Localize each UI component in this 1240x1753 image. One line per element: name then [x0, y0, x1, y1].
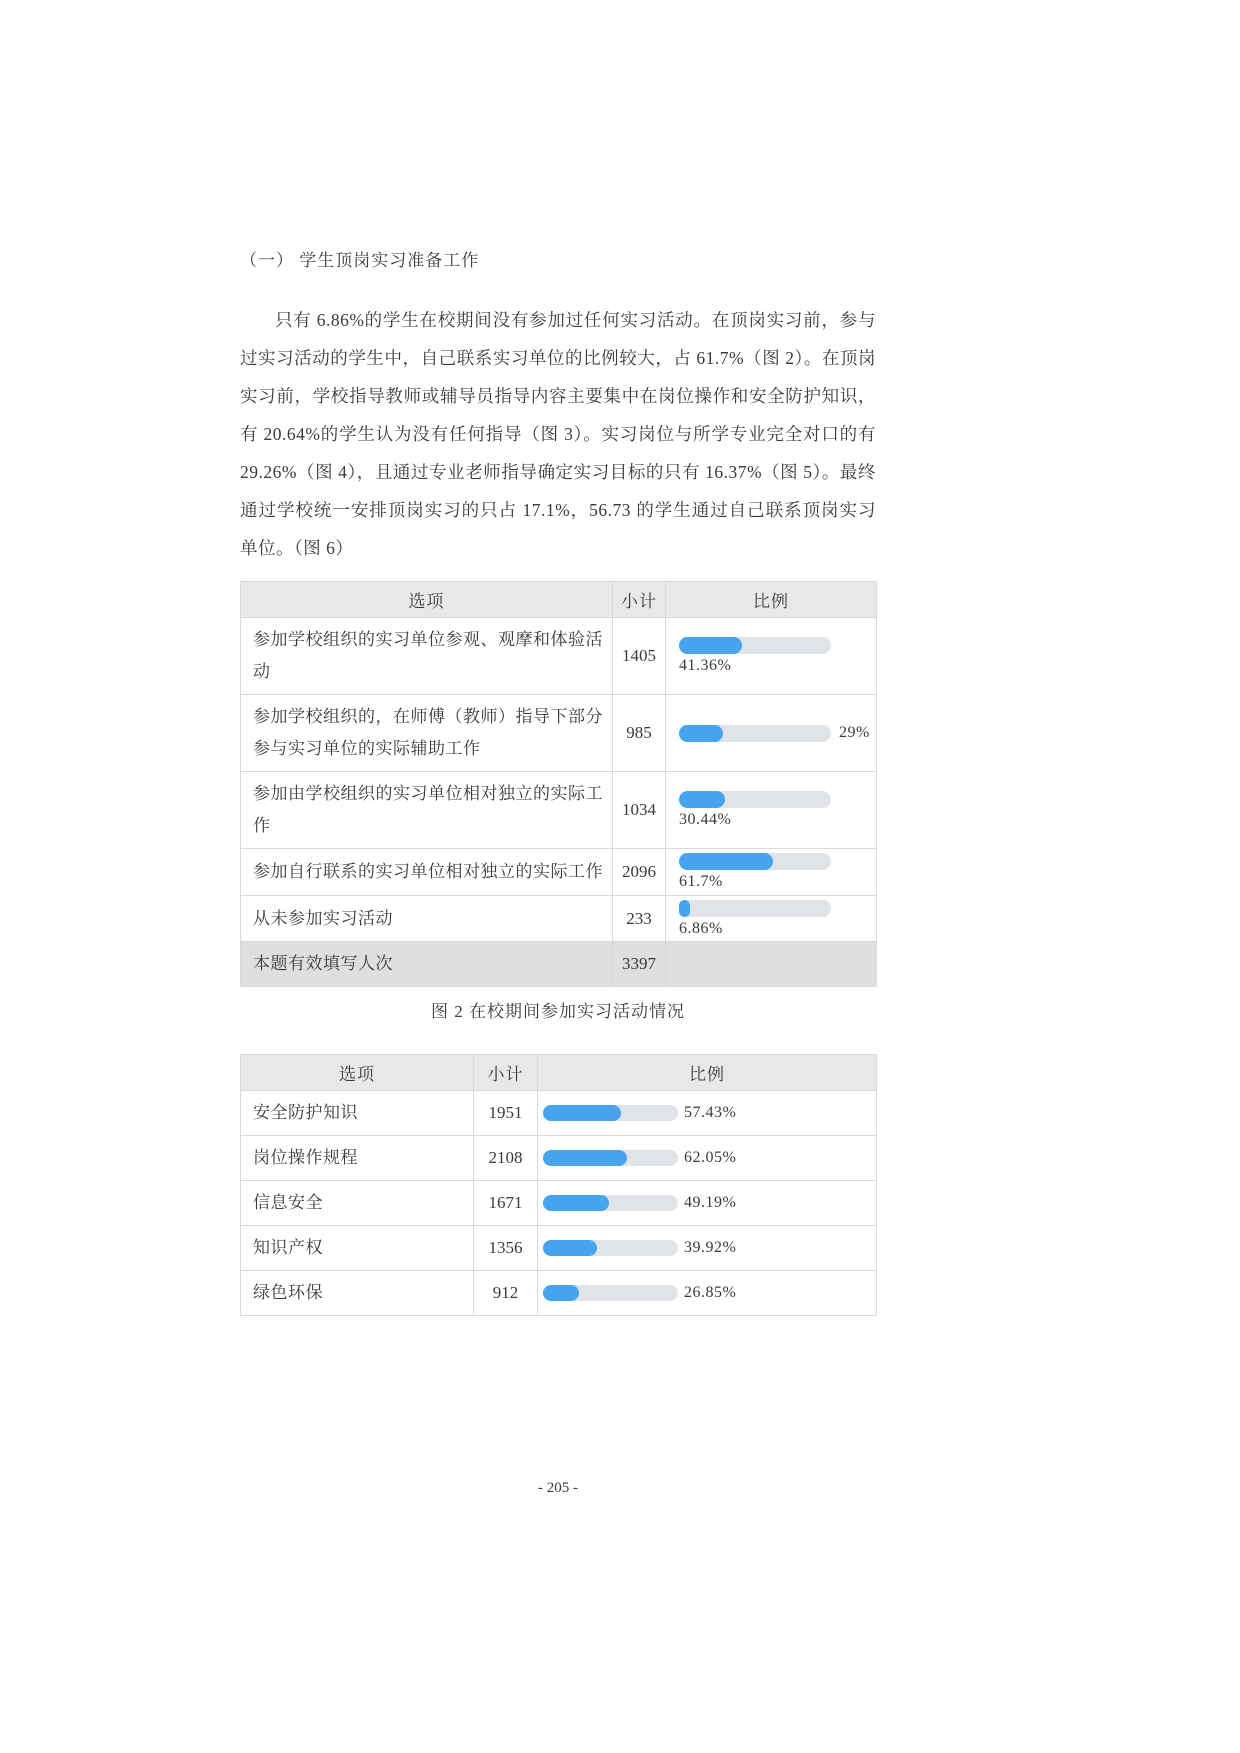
- ratio-cell: [538, 1226, 877, 1271]
- figure2-table: [240, 581, 877, 987]
- count-cell: 1356: [474, 1226, 538, 1271]
- content-area: [240, 246, 876, 1316]
- table-row: [241, 618, 877, 695]
- ratio-cell: [538, 1136, 877, 1181]
- count-cell: 1405: [613, 618, 666, 695]
- table2-header-row: [241, 1055, 877, 1091]
- table1-header-ratio: 比例: [666, 582, 877, 618]
- bar-track: [679, 791, 831, 808]
- table2-header-ratio: 比例: [538, 1055, 877, 1091]
- count-cell: 1951: [474, 1091, 538, 1136]
- bar-fill: [543, 1195, 609, 1211]
- bar-track: [543, 1195, 678, 1211]
- option-cell: 参加学校组织的实习单位参观、观摩和体验活动: [241, 618, 613, 695]
- bar-track: [679, 725, 831, 742]
- percent-label: 49.19%: [684, 1194, 737, 1211]
- bar-track: [543, 1150, 678, 1166]
- section-heading: （一） 学生顶岗实习准备工作: [240, 251, 480, 270]
- count-cell: 1034: [613, 772, 666, 849]
- figure3-table: [240, 1054, 877, 1316]
- percent-label: 26.85%: [684, 1284, 737, 1301]
- ratio-cell: [666, 896, 877, 942]
- option-cell: 从未参加实习活动: [241, 896, 613, 942]
- bar-fill: [679, 853, 773, 870]
- table1-footer-row: [241, 942, 877, 987]
- table-row: [241, 1226, 877, 1271]
- count-cell: 2108: [474, 1136, 538, 1181]
- bar-fill: [543, 1105, 621, 1121]
- ratio-cell: [666, 618, 877, 695]
- bar-fill: [543, 1285, 579, 1301]
- bar-track: [679, 900, 831, 917]
- footer-count: 3397: [613, 942, 666, 987]
- bar-track: [679, 853, 831, 870]
- bar-fill: [543, 1150, 627, 1166]
- percent-label: 61.7%: [679, 873, 723, 890]
- table-row: [241, 849, 877, 896]
- table2-header-count: 小计: [474, 1055, 538, 1091]
- percent-label: 6.86%: [679, 919, 723, 937]
- count-cell: 912: [474, 1271, 538, 1316]
- table1-header-row: [241, 582, 877, 618]
- bar-fill: [679, 791, 725, 808]
- footer-label: 本题有效填写人次: [241, 942, 613, 987]
- option-cell: 安全防护知识: [241, 1091, 474, 1136]
- page-number: - 205 -: [538, 1480, 578, 1496]
- ratio-cell: [538, 1271, 877, 1316]
- option-cell: 岗位操作规程: [241, 1136, 474, 1181]
- ratio-cell: [666, 695, 877, 772]
- percent-label: 29%: [839, 724, 870, 741]
- table-row: [241, 896, 877, 942]
- ratio-cell: [666, 772, 877, 849]
- table-row: [241, 772, 877, 849]
- figure2-caption: 图 2 在校期间参加实习活动情况: [431, 1002, 685, 1021]
- bar-track: [679, 637, 831, 654]
- percent-label: 30.44%: [679, 811, 732, 828]
- option-cell: 信息安全: [241, 1181, 474, 1226]
- bar-fill: [679, 725, 723, 742]
- bar-track: [543, 1105, 678, 1121]
- option-cell: 参加学校组织的，在师傅（教师）指导下部分参与实习单位的实际辅助工作: [241, 695, 613, 772]
- table-row: [241, 1271, 877, 1316]
- table-row: [241, 1091, 877, 1136]
- footer-ratio-empty: [666, 942, 877, 987]
- ratio-cell: [666, 849, 877, 896]
- percent-label: 57.43%: [684, 1104, 737, 1121]
- table2-header-option: 选项: [241, 1055, 474, 1091]
- table1-header-count: 小计: [613, 582, 666, 618]
- body-paragraph: 只有 6.86%的学生在校期间没有参加过任何实习活动。在顶岗实习前，参与过实习活动的学生中，自己联系实习单位的比例较大，占 61.7%（图 2）。在顶岗实习前，学校指导教师或辅导员指导内容主要集中在岗位操作和安全防护知识，有 20.64%的学生认为没有任何指导（图 3）。实习岗位与所学专业完全对口的有 29.26%（图 4），且通过专业老师指导确定实习目标的只有 16.37%（图 5）。最终通过学校统一安排顶岗实习的只占 17.1%，56.73 的学生通过自己联系顶岗实习单位。（图 6）: [240, 310, 876, 558]
- table-row: [241, 1181, 877, 1226]
- bar-track: [543, 1285, 678, 1301]
- percent-label: 39.92%: [684, 1239, 737, 1256]
- bar-fill: [679, 900, 690, 917]
- option-cell: 知识产权: [241, 1226, 474, 1271]
- option-cell: 参加自行联系的实习单位相对独立的实际工作: [241, 849, 613, 896]
- count-cell: 1671: [474, 1181, 538, 1226]
- bar-fill: [543, 1240, 597, 1256]
- bar-track: [543, 1240, 678, 1256]
- option-cell: 绿色环保: [241, 1271, 474, 1316]
- count-cell: 2096: [613, 849, 666, 896]
- percent-label: 62.05%: [684, 1149, 737, 1166]
- percent-label: 41.36%: [679, 657, 732, 674]
- count-cell: 985: [613, 695, 666, 772]
- table-row: [241, 1136, 877, 1181]
- count-cell: 233: [613, 896, 666, 942]
- bar-fill: [679, 637, 742, 654]
- table-row: [241, 695, 877, 772]
- table1-header-option: 选项: [241, 582, 613, 618]
- ratio-cell: [538, 1181, 877, 1226]
- ratio-cell: [538, 1091, 877, 1136]
- option-cell: 参加由学校组织的实习单位相对独立的实际工作: [241, 772, 613, 849]
